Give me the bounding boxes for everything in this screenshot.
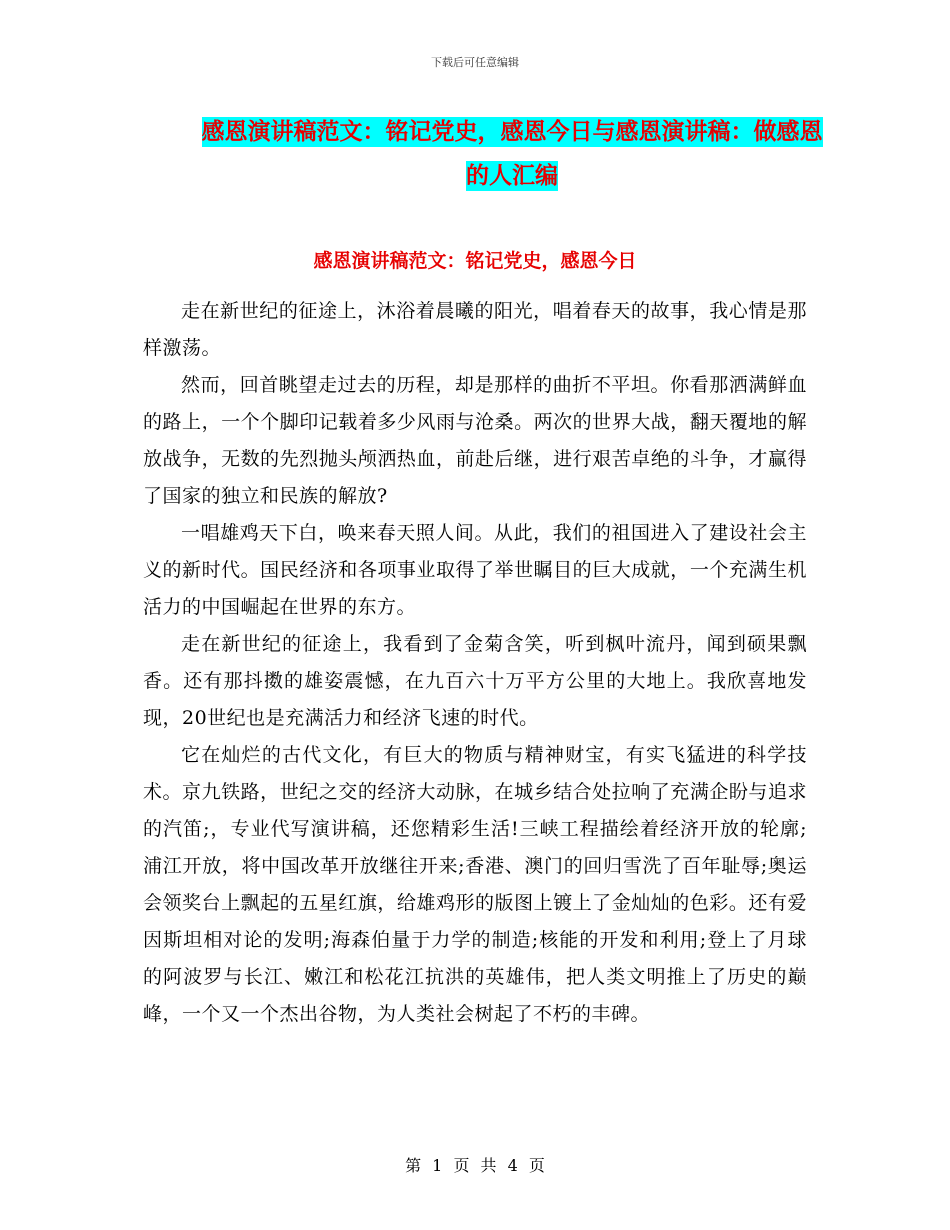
- section-title: 感恩演讲稿范文：铭记党史，感恩今日: [313, 250, 637, 272]
- paragraph: 它在灿烂的古代文化，有巨大的物质与精神财宝，有实飞猛进的科学技术。京九铁路，世纪之交的经济大动脉，在城乡结合处拉响了充满企盼与追求的汽笛;，专业代写演讲稿，还您精彩生活!三峡工程描绘着经济开放的轮廓;浦江开放，将中国改革开放继往开来;香港、澳门的回归雪洗了百年耻辱;奥运会领奖台上飘起的五星红旗，给雄鸡形的版图上镀上了金灿灿的色彩。还有爱因斯坦相对论的发明;海森伯量于力学的制造;核能的开发和利用;登上了月球的阿波罗与长江、嫩江和松花江抗洪的英雄伟，把人类文明推上了历史的巅峰，一个又一个杰出谷物，为人类社会树起了不朽的丰碑。: [143, 744, 807, 1025]
- paragraph: 然而，回首眺望走过去的历程，却是那样的曲折不平坦。你看那洒满鲜血的路上，一个个脚印记载着多少风雨与沧桑。两次的世界大战，翻天覆地的解放战争，无数的先烈抛头颅洒热血，前赴后继，进行艰苦卓绝的斗争，才赢得了国家的独立和民族的解放?: [143, 374, 807, 507]
- document-title-text: 感恩演讲稿范文：铭记党史，感恩今日与感恩演讲稿：做感恩的人汇编: [201, 119, 823, 189]
- body-text: [143, 293, 807, 1033]
- page-footer: 第 1 页 共 4 页: [405, 1156, 545, 1175]
- document-title: [192, 110, 832, 198]
- paragraph: 走在新世纪的征途上，我看到了金菊含笑，听到枫叶流丹，闻到硕果飘香。还有那抖擞的雄姿震憾，在九百六十万平方公里的大地上。我欣喜地发现，20世纪也是充满活力和经济飞速的时代。: [143, 633, 807, 729]
- paragraph: 走在新世纪的征途上，沐浴着晨曦的阳光，唱着春天的故事，我心情是那样激荡。: [143, 300, 807, 359]
- paragraph: 一唱雄鸡天下白，唤来春天照人间。从此，我们的祖国进入了建设社会主义的新时代。国民经济和各项事业取得了举世瞩目的巨大成就，一个充满生机活力的中国崛起在世界的东方。: [143, 522, 807, 618]
- header-note: 下载后可任意编辑: [431, 56, 519, 69]
